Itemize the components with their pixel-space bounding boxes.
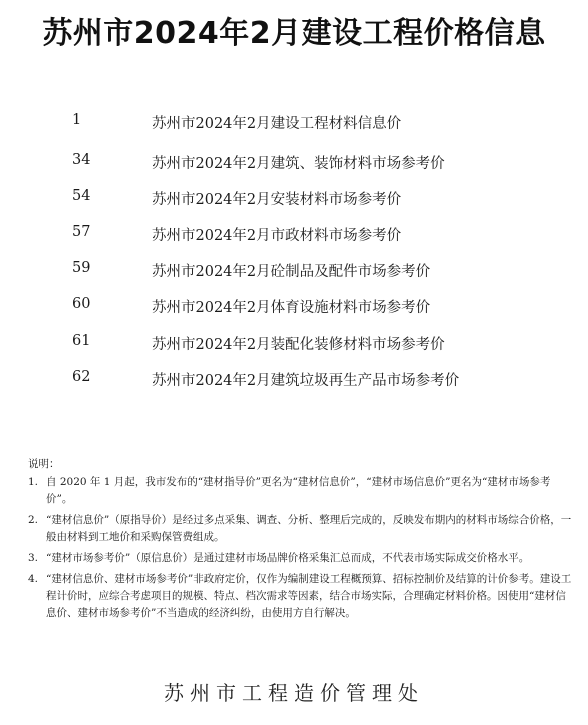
toc-entry <box>0 333 588 357</box>
toc-entry-title: 苏州市2024年2月建筑、装饰材料市场参考价 <box>152 156 445 172</box>
toc-entry <box>0 152 588 176</box>
note-number: 3. <box>28 552 39 564</box>
toc-entry-title: 苏州市2024年2月装配化装修材料市场参考价 <box>152 337 445 353</box>
note-text: “建材市场参考价”（原信息价）是通过建材市场品牌价格采集汇总而成，不代表市场实际成交价格水平。 <box>46 552 530 564</box>
note-item <box>28 474 576 508</box>
note-text: 自 2020 年 1 月起，我市发布的“建材指导价”更名为“建材信息价”，“建材市场信息价”更名为“建材市场参考价”。 <box>46 476 551 505</box>
toc-entry-title: 苏州市2024年2月体育设施材料市场参考价 <box>152 300 431 316</box>
toc-entry-title: 苏州市2024年2月建筑垃圾再生产品市场参考价 <box>152 373 460 389</box>
issuing-authority: 苏州市工程造价管理处 <box>164 681 424 705</box>
toc-page-number: 59 <box>72 260 91 276</box>
toc-entry <box>0 188 588 212</box>
toc-page-number: 57 <box>72 224 91 240</box>
toc-page-number: 61 <box>72 333 91 349</box>
toc-page-number: 34 <box>72 152 91 168</box>
toc-entry <box>0 224 588 248</box>
note-number: 4. <box>28 573 39 585</box>
note-item <box>28 512 576 546</box>
notes-heading: 说明： <box>28 458 60 470</box>
note-item <box>28 550 576 567</box>
toc-page-number: 62 <box>72 369 91 385</box>
toc-page-number: 54 <box>72 188 91 204</box>
toc-page-number: 1 <box>72 112 82 128</box>
notes-section <box>28 456 576 626</box>
note-number: 1. <box>28 476 39 488</box>
toc-entry-title: 苏州市2024年2月安装材料市场参考价 <box>152 192 402 208</box>
toc-page-number: 60 <box>72 296 91 312</box>
toc-entry-title: 苏州市2024年2月建设工程材料信息价 <box>152 116 402 132</box>
toc-entry-title: 苏州市2024年2月砼制品及配件市场参考价 <box>152 264 431 280</box>
toc-entry <box>0 296 588 320</box>
note-text: “建材信息价、建材市场参考价”非政府定价，仅作为编制建设工程概预算、招标控制价及结算的计价参考。建设工程计价时，应综合考虑项目的规模、特点、档次需求等因素，结合市场实际，合理确定材料价格。因使用“建材信息价、建材市场参考价”不当造成的经济纠纷，由使用方自行解决。 <box>46 573 572 619</box>
toc-entry <box>0 369 588 393</box>
toc-entry <box>0 260 588 284</box>
page-title: 苏州市2024年2月建设工程价格信息 <box>42 16 546 51</box>
toc-entry-title: 苏州市2024年2月市政材料市场参考价 <box>152 228 402 244</box>
note-number: 2. <box>28 514 39 526</box>
note-item <box>28 571 576 622</box>
note-text: “建材信息价”（原指导价）是经过多点采集、调查、分析、整理后完成的，反映发布期内的材料市场综合价格，一般由材料到工地价和采购保管费组成。 <box>46 514 572 543</box>
toc-entry <box>0 112 588 136</box>
